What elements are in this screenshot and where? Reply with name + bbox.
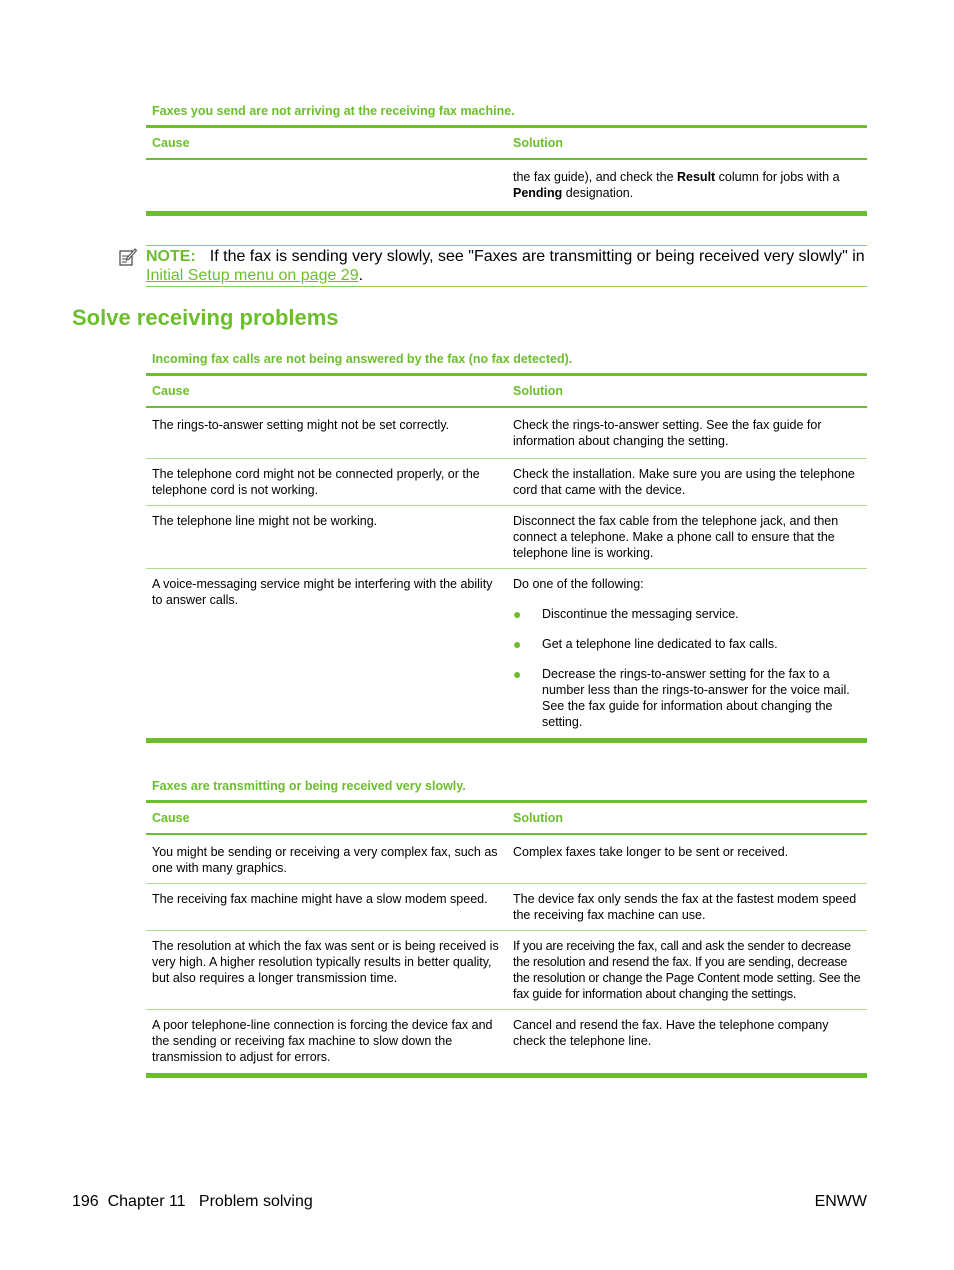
- note-label: NOTE:: [146, 248, 196, 265]
- cause-cell: A poor telephone-line connection is forcing the device fax and the sending or receiving fax machine to slow down the transmission to adjust for errors.: [146, 1010, 507, 1076]
- solution-cell: [507, 159, 867, 214]
- cause-cell: The rings-to-answer setting might not be set correctly.: [146, 407, 507, 459]
- solution-text: designation.: [562, 186, 634, 200]
- table-caption: Faxes are transmitting or being received very slowly.: [152, 779, 466, 793]
- header-cause: Cause: [146, 127, 507, 160]
- header-solution: Solution: [507, 127, 867, 160]
- solution-bold-pending: Pending: [513, 186, 563, 200]
- bullet-icon: ●: [513, 636, 522, 652]
- receiving-problems-table: [146, 373, 867, 743]
- list-item: [513, 606, 861, 622]
- solution-cell: Check the rings-to-answer setting. See the fax guide for information about changing the setting.: [507, 407, 867, 459]
- solution-cell: If you are receiving the fax, call and ask the sender to decrease the resolution and resend the fax. If you are sending, decrease the resolution or change the Page Content mode setting. See the fax guide for information about changing the settings.: [507, 931, 867, 1010]
- initial-setup-link[interactable]: Initial Setup menu on page 29: [146, 267, 359, 284]
- table-row: [146, 407, 867, 459]
- header-cause: Cause: [146, 375, 507, 408]
- solution-cell: The device fax only sends the fax at the fastest modem speed the receiving fax machine can use.: [507, 884, 867, 931]
- table-header-row: [146, 802, 867, 835]
- slow-transmission-table: [146, 800, 867, 1078]
- table-caption: Faxes you send are not arriving at the receiving fax machine.: [152, 104, 515, 118]
- solution-cell: Check the installation. Make sure you are using the telephone cord that came with the device.: [507, 459, 867, 506]
- table-header-row: [146, 375, 867, 408]
- bullet-icon: ●: [513, 666, 522, 682]
- solution-bold-result: Result: [677, 170, 716, 184]
- fax-send-table: [146, 125, 867, 216]
- bullet-icon: ●: [513, 606, 522, 622]
- note-end: .: [358, 267, 364, 284]
- table-row: [146, 1010, 867, 1076]
- page-number: 196: [72, 1193, 99, 1210]
- bullet-text: Discontinue the messaging service.: [542, 607, 739, 621]
- page-footer-right: ENWW: [814, 1193, 867, 1210]
- table-row: [146, 459, 867, 506]
- cause-cell: [146, 159, 507, 214]
- note-pencil-icon: [119, 248, 137, 266]
- list-item: [513, 666, 861, 730]
- solution-text: the fax guide), and check the: [513, 170, 677, 184]
- cause-cell: The receiving fax machine might have a slow modem speed.: [146, 884, 507, 931]
- note-box: [146, 245, 867, 287]
- table-row: [146, 834, 867, 884]
- chapter-label: Chapter 11: [107, 1193, 186, 1210]
- table-row: [146, 569, 867, 741]
- solution-cell: [507, 569, 867, 741]
- cause-cell: You might be sending or receiving a very complex fax, such as one with many graphics.: [146, 834, 507, 884]
- solution-cell: Cancel and resend the fax. Have the telephone company check the telephone line.: [507, 1010, 867, 1076]
- header-solution: Solution: [507, 802, 867, 835]
- bullet-text: Decrease the rings-to-answer setting for the fax to a number less than the rings-to-answer for the voice mail. See the fax guide for information about changing the setting.: [542, 667, 850, 729]
- solution-bullet-list: [513, 606, 861, 730]
- solution-intro: Do one of the following:: [513, 577, 644, 591]
- table-row: [146, 931, 867, 1010]
- cause-cell: The telephone cord might not be connected properly, or the telephone cord is not working.: [146, 459, 507, 506]
- cause-cell: The resolution at which the fax was sent or is being received is very high. A higher resolution typically results in better quality, but also requires a longer transmission time.: [146, 931, 507, 1010]
- chapter-title: Problem solving: [198, 1193, 313, 1210]
- solution-text: column for jobs with a: [715, 170, 840, 184]
- table-header-row: [146, 127, 867, 160]
- list-item: [513, 636, 861, 652]
- solution-cell: Disconnect the fax cable from the telephone jack, and then connect a telephone. Make a phone call to ensure that the telephone line is working.: [507, 506, 867, 569]
- table-row: [146, 884, 867, 931]
- note-text: If the fax is sending very slowly, see "Faxes are transmitting or being received very slowly" in: [209, 248, 865, 265]
- header-cause: Cause: [146, 802, 507, 835]
- table-caption: Incoming fax calls are not being answered by the fax (no fax detected).: [152, 352, 573, 366]
- cause-cell: The telephone line might not be working.: [146, 506, 507, 569]
- section-title: Solve receiving problems: [72, 305, 339, 330]
- solution-cell: Complex faxes take longer to be sent or received.: [507, 834, 867, 884]
- table-row: [146, 506, 867, 569]
- cause-cell: A voice-messaging service might be interfering with the ability to answer calls.: [146, 569, 507, 741]
- page-footer-left: [72, 1193, 313, 1211]
- bullet-text: Get a telephone line dedicated to fax calls.: [542, 637, 778, 651]
- table-row: [146, 159, 867, 214]
- header-solution: Solution: [507, 375, 867, 408]
